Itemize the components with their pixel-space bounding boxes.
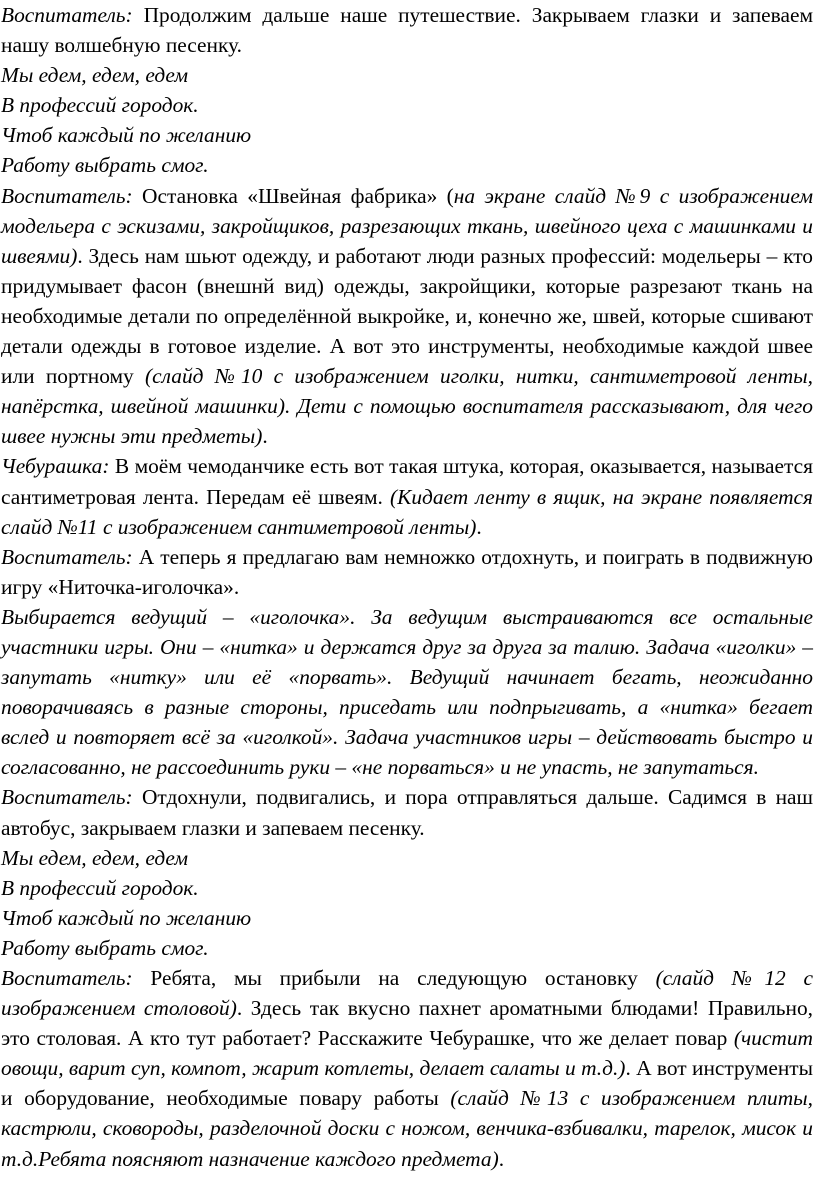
paragraph <box>1 782 813 842</box>
verse-line: Чтоб каждый по желанию <box>1 123 252 148</box>
italic-text-segment: Воспитатель: <box>1 966 133 990</box>
text-segment: . Здесь так вкусно пахнет ароматными блюдами! Правильно, это столовая. А кто тут работает? Расскажите Чебурашке, что же делает повар <box>1 996 813 1051</box>
verse-line: Мы едем, едем, едем <box>1 63 189 88</box>
text-segment: . А вот инструменты и оборудование, необходимые повару работы <box>1 1056 814 1111</box>
text-segment: А теперь я предлагаю вам немножко отдохнуть, и поиграть в подвижную игру «Ниточка-иголочка». <box>1 544 813 599</box>
italic-text-segment: Чебурашка: <box>1 454 110 479</box>
italic-text-segment: (слайд №12 с изображением столовой) <box>1 966 813 1021</box>
text-segment: . <box>476 514 482 539</box>
italic-text-segment: (слайд №10 с изображением иголки, нитки, сантиметровой ленты, напёрстка, швейной машинки). Дети с помощью воспитателя рассказывают, для чего швее нужны эти предметы) <box>1 364 814 449</box>
text-segment: . Здесь нам шьют одежду, и работают люди разных профессий: модельеры – кто придумывает фасон (внешнй вид) одежды, закройщики, которые разрезают ткань на необходимые детали по определённой выкройке, и, конечно же, швей, которые сшивают детали одежды в готовое изделие. А вот это инструменты, необходимые каждой швее или портному <box>1 243 813 389</box>
italic-text-segment: (Кидает ленту в ящик, на экране появляется слайд №11 с изображением сантиметровой ленты) <box>1 484 813 539</box>
italic-text-segment: (слайд №13 с изображением плиты, кастрюли, сковороды, разделочной доски с ножом, венчика-взбивалки, тарелок, мисок и т.д.Ребята поясняют назначение каждого предмета) <box>1 1086 813 1171</box>
italic-text-segment: Воспитатель: <box>1 183 133 208</box>
paragraph <box>1 181 813 452</box>
verse-line: Работу выбрать смог. <box>1 153 209 178</box>
paragraph <box>1 542 813 602</box>
italic-text-segment: Воспитатель: <box>1 785 133 810</box>
text-segment: . <box>498 1146 505 1171</box>
text-segment: В моём чемоданчике есть вот такая штука, которая, оказывается, называется сантиметровая лента. Передам её швеям. <box>1 454 813 509</box>
text-segment: Остановка «Швейная фабрика» ( <box>132 183 454 208</box>
paragraph <box>1 451 813 541</box>
italic-text-segment: на экране слайд №9 с изображением модельера с эскизами, закройщиков, разрезающих ткань, швейного цеха с машинками и швеями) <box>1 183 813 268</box>
verse-line: В профессий городок. <box>1 93 199 118</box>
verse-line: Мы едем, едем, едем <box>1 845 189 870</box>
text-segment: Отдохнули, подвигались, и пора отправляться дальше. Садимся в наш автобус, закрываем глазки и запеваем песенку. <box>1 785 813 840</box>
verse-line: Работу выбрать смог. <box>1 935 209 960</box>
italic-text-segment: (чистит овощи, варит суп, компот, жарит котлеты, делает салаты и т.д.) <box>1 1026 813 1081</box>
italic-text-segment: Воспитатель: <box>1 544 133 569</box>
text-segment: . <box>262 424 268 449</box>
text-segment: Ребята, мы прибыли на следующую остановку <box>132 966 656 990</box>
text-segment: Продолжим дальше наше путешествие. Закрываем глазки и запеваем нашу волшебную песенку. <box>1 3 813 58</box>
italic-text-segment: Выбирается ведущий – «иголочка». За ведущим выстраиваются все остальные участники игры. Они – «нитка» и держатся друг за друга за талию. Задача «иголки» – запутать «нитку» или её «порвать». Ведущий начинает бегать, неожиданно поворачиваясь в разные стороны, приседать или подпрыгивать, а «нитка» бегает вслед и повторяет всё за «иголкой». Задача участников игры – действовать быстро и согласованно, не рассоединить руки – «не порваться» и не упасть, не запутаться. <box>1 604 813 780</box>
italic-text-segment: Воспитатель: <box>1 3 133 27</box>
paragraph <box>1 963 813 1174</box>
verse-line: Чтоб каждый по желанию <box>1 905 252 930</box>
paragraph <box>1 602 813 783</box>
verse-line: В профессий городок. <box>1 875 199 900</box>
paragraph <box>1 0 813 60</box>
